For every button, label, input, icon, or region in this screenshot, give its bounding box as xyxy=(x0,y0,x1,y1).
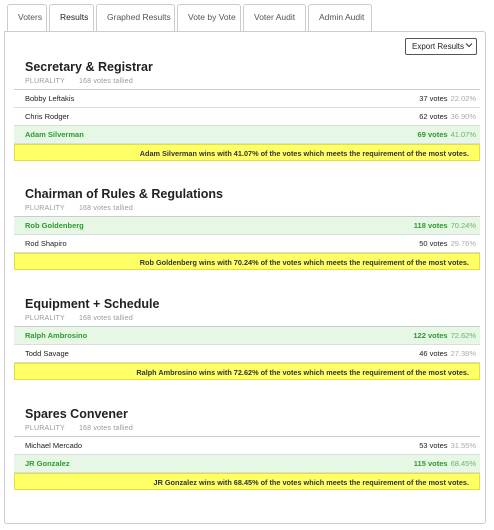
race-tally: 168 votes tallied xyxy=(78,78,133,85)
tab-voters[interactable]: Voters xyxy=(7,4,47,31)
race-method: PLURALITY xyxy=(25,205,65,212)
candidate-votes: 46 votes xyxy=(419,349,448,358)
candidate-row-winner xyxy=(14,126,480,144)
race-title: Secretary & Registrar xyxy=(25,60,153,74)
candidate-name: Ralph Ambrosino xyxy=(25,331,88,340)
race-title: Chairman of Rules & Regulations xyxy=(25,187,223,201)
candidate-votes: 62 votes xyxy=(419,112,448,121)
tab-bar xyxy=(7,4,374,31)
race-method: PLURALITY xyxy=(25,78,65,85)
race-spares-convener xyxy=(14,406,480,490)
candidate-votes: 115 votes xyxy=(413,459,448,468)
candidate-name: Chris Rodger xyxy=(25,112,70,121)
candidate-votes: 122 votes xyxy=(413,331,448,340)
race-tally: 168 votes tallied xyxy=(78,205,133,212)
candidate-name: Rod Shapiro xyxy=(25,239,67,248)
candidate-percent: 27.38% xyxy=(450,349,476,358)
export-results-label: Export Results xyxy=(412,42,465,51)
candidate-votes: 53 votes xyxy=(419,441,448,450)
candidate-row-winner xyxy=(14,327,480,345)
candidate-row-winner xyxy=(14,217,480,235)
winner-banner: Rob Goldenberg wins with 70.24% of the votes which meets the requirement of the most votes. xyxy=(14,253,480,270)
candidate-percent: 68.45% xyxy=(450,459,476,468)
winner-banner: Ralph Ambrosino wins with 72.62% of the votes which meets the requirement of the most votes. xyxy=(14,363,480,380)
candidate-row xyxy=(14,108,480,126)
candidate-list xyxy=(14,436,480,473)
race-chairman-rules xyxy=(14,186,480,270)
candidate-row-winner xyxy=(14,455,480,473)
tab-admin-audit[interactable]: Admin Audit xyxy=(308,4,372,31)
candidate-row xyxy=(14,437,480,455)
candidate-row xyxy=(14,90,480,108)
candidate-list xyxy=(14,216,480,253)
candidate-name: Michael Mercado xyxy=(25,441,83,450)
candidate-name: Bobby Leftakis xyxy=(25,94,75,103)
tab-vote-by-vote[interactable]: Vote by Vote xyxy=(177,4,241,31)
race-title: Spares Convener xyxy=(25,407,128,421)
candidate-row xyxy=(14,345,480,363)
race-tally: 168 votes tallied xyxy=(78,315,133,322)
candidate-name: Todd Savage xyxy=(25,349,69,358)
candidate-percent: 36.90% xyxy=(450,112,476,121)
candidate-name: Rob Goldenberg xyxy=(25,221,84,230)
candidate-votes: 50 votes xyxy=(419,239,448,248)
candidate-percent: 72.62% xyxy=(450,331,476,340)
candidate-votes: 37 votes xyxy=(419,94,448,103)
candidate-percent: 29.76% xyxy=(450,239,476,248)
winner-banner: JR Gonzalez wins with 68.45% of the votes which meets the requirement of the most votes. xyxy=(14,473,480,490)
candidate-percent: 22.02% xyxy=(450,94,476,103)
race-meta xyxy=(14,75,480,88)
race-equipment-schedule xyxy=(14,296,480,380)
race-tally: 168 votes tallied xyxy=(78,425,133,432)
race-method: PLURALITY xyxy=(25,315,65,322)
export-results-button[interactable] xyxy=(405,38,477,55)
race-secretary-registrar xyxy=(14,59,480,161)
candidate-percent: 70.24% xyxy=(450,221,476,230)
tab-voter-audit[interactable]: Voter Audit xyxy=(243,4,306,31)
candidate-name: Adam Silverman xyxy=(25,130,84,139)
race-meta xyxy=(14,202,480,215)
candidate-votes: 118 votes xyxy=(413,221,448,230)
tab-graphed-results[interactable]: Graphed Results xyxy=(96,4,175,31)
candidate-percent: 41.07% xyxy=(450,130,476,139)
race-meta xyxy=(14,422,480,435)
chevron-down-icon xyxy=(465,41,473,49)
winner-banner: Adam Silverman wins with 41.07% of the votes which meets the requirement of the most votes. xyxy=(14,144,480,161)
race-meta xyxy=(14,312,480,325)
race-title: Equipment + Schedule xyxy=(25,297,160,311)
race-method: PLURALITY xyxy=(25,425,65,432)
candidate-row xyxy=(14,235,480,253)
candidate-percent: 31.55% xyxy=(450,441,476,450)
candidate-list xyxy=(14,89,480,144)
results-panel xyxy=(4,31,486,524)
tab-results[interactable]: Results xyxy=(49,4,94,31)
candidate-list xyxy=(14,326,480,363)
candidate-name: JR Gonzalez xyxy=(25,459,70,468)
candidate-votes: 69 votes xyxy=(417,130,448,139)
